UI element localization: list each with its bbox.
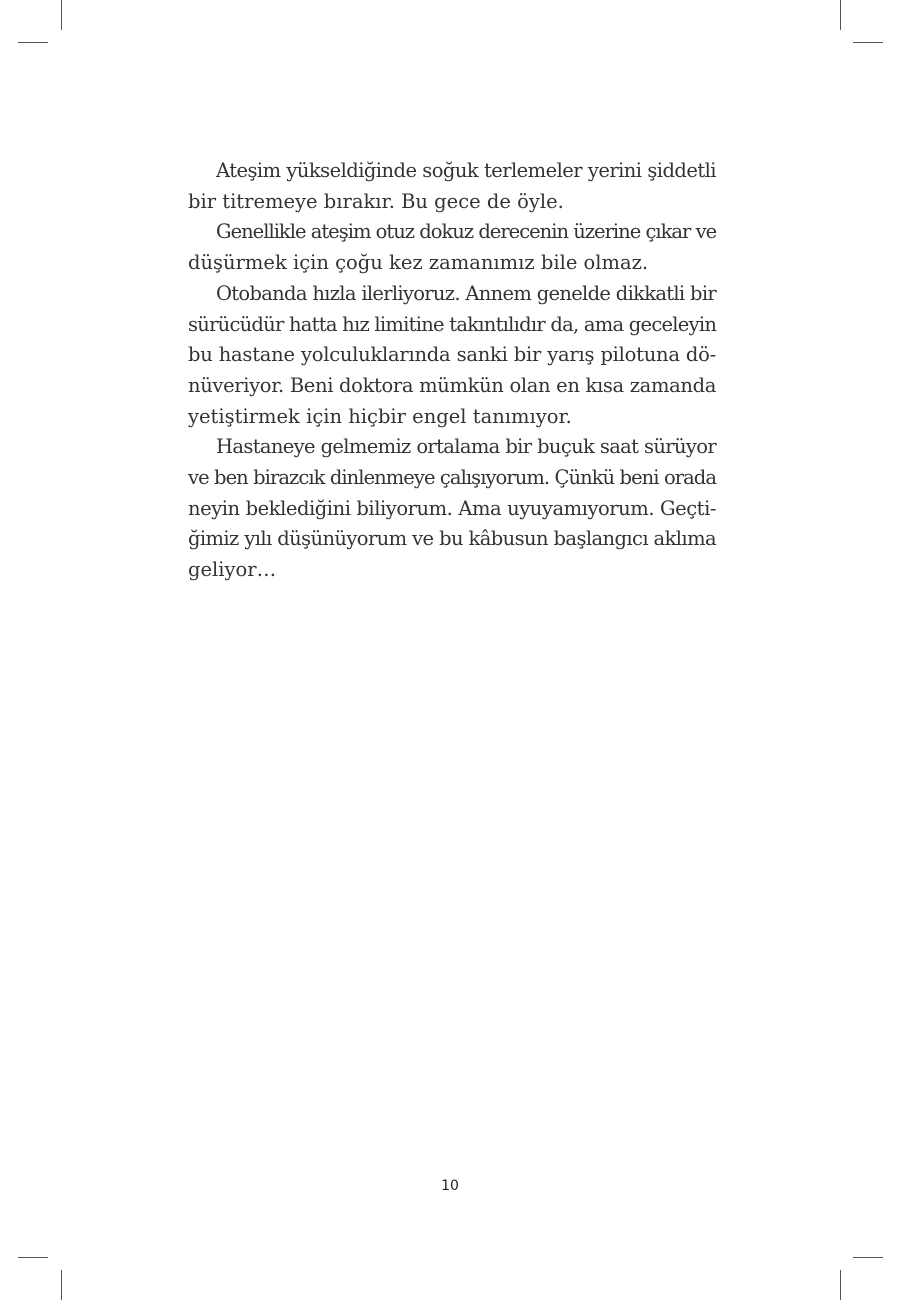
page-number: 10 <box>441 1178 459 1194</box>
text-line: ğimiz yılı düşünüyorum ve bu kâbusun başlangıcı aklıma <box>188 527 716 551</box>
text-line: Otobanda hızla ilerliyoruz. Annem genelde dikkatli bir <box>216 281 716 305</box>
text-line: sürücüdür hatta hız limitine takıntılıdır da, ama geceleyin <box>188 312 717 336</box>
text-line: yetiştirmek için hiçbir engel tanımıyor. <box>188 404 572 428</box>
text-line: bu hastane yolculuklarında sanki bir yarış pilotuna dö- <box>188 343 716 367</box>
text-line: ve ben birazcık dinlenmeye çalışıyorum. Çünkü beni orada <box>188 466 716 490</box>
crop-mark-bottom-right-vertical <box>840 1270 841 1300</box>
text-line: düşürmek için çoğu kez zamanımız bile olmaz. <box>188 251 649 275</box>
text-line: Genellikle ateşim otuz dokuz derecenin üzerine çıkar ve <box>216 220 717 244</box>
text-line: bir titremeye bırakır. Bu gece de öyle. <box>188 189 564 213</box>
text-line: Hastaneye gelmemiz ortalama bir buçuk saat sürüyor <box>216 435 716 459</box>
paragraph-3 <box>188 279 716 433</box>
text-line: geliyor… <box>188 558 277 582</box>
crop-mark-top-right-horizontal <box>853 42 883 43</box>
crop-mark-bottom-right-horizontal <box>853 1257 883 1258</box>
paragraph-4 <box>188 432 716 586</box>
text-line: nüveriyor. Beni doktora mümkün olan en kısa zamanda <box>188 373 716 397</box>
crop-mark-bottom-left-vertical <box>61 1270 62 1300</box>
crop-mark-bottom-left-horizontal <box>18 1257 48 1258</box>
paragraph-2 <box>188 217 716 278</box>
crop-mark-top-left-vertical <box>61 0 62 30</box>
text-line: neyin beklediğini biliyorum. Ama uyuyamıyorum. Geçti- <box>188 496 716 520</box>
crop-mark-top-right-vertical <box>840 0 841 30</box>
crop-mark-top-left-horizontal <box>18 42 48 43</box>
body-text <box>188 156 716 586</box>
text-line: Ateşim yükseldiğinde soğuk terlemeler yerini şiddetli <box>216 159 716 182</box>
paragraph-1 <box>188 156 716 217</box>
